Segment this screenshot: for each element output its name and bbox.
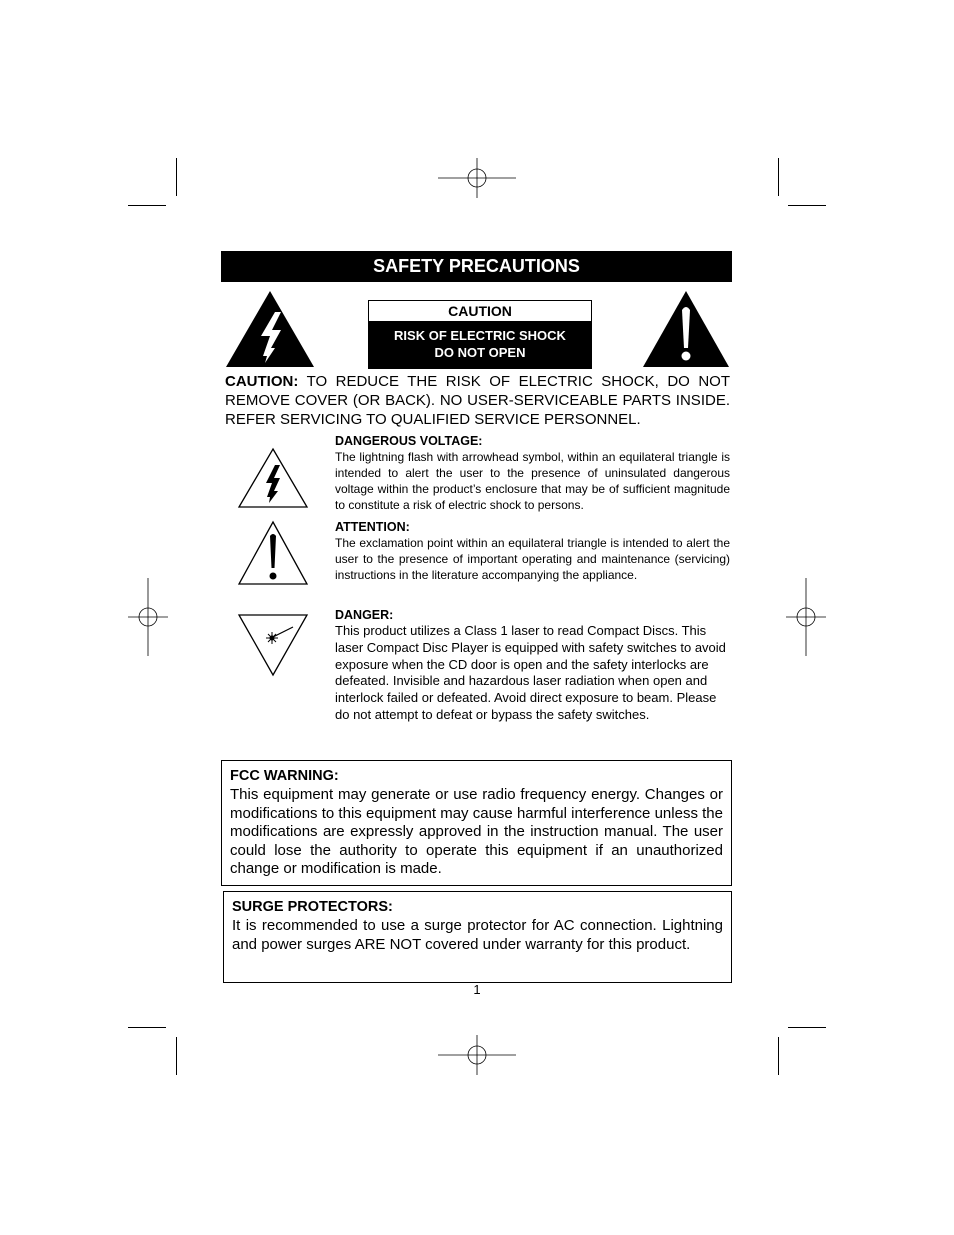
danger-text: This product utilizes a Class 1 laser to read Compact Discs. This laser Compact Disc Player is equipped with safety switches to avoid exposure when the CD door is open and the safety interlocks are defeated. Invisible and hazardous laser radiation when open and interlock failed or defeated. Avoid direct exposure to beam. Please do not attempt to defeat or bypass the safety switches. [335, 623, 726, 722]
crop-mark [176, 1037, 177, 1075]
fcc-warning-text: This equipment may generate or use radio frequency energy. Changes or modifications to this equipment may cause harmful interference unless the modifications are expressly approved in the instruction manual. The user could lose the authority to operate this equipment if an unauthorized change or modification is made. [230, 786, 723, 878]
dangerous-voltage-text: The lightning flash with arrowhead symbol, within an equilateral triangle is intended to alert the user to the presence of uninsulated dangerous voltage within the product’s enclosure that may be of sufficient magnitude to constitute a risk of electric shock to persons. [335, 450, 730, 512]
registration-mark-icon [786, 578, 826, 656]
crop-mark [128, 1027, 166, 1028]
crop-mark [128, 205, 166, 206]
surge-protectors-text: It is recommended to use a surge protector for AC connection. Lightning and power surges ARE NOT covered under warranty for this product. [232, 917, 723, 953]
registration-mark-icon [438, 1035, 516, 1075]
page-number: 1 [473, 982, 481, 997]
exclamation-triangle-icon [642, 290, 730, 368]
registration-mark-icon [438, 158, 516, 198]
caution-label-body [369, 321, 591, 368]
caution-label-line2: DO NOT OPEN [434, 345, 526, 360]
fcc-warning-box [221, 760, 732, 886]
attention-text: The exclamation point within an equilateral triangle is intended to alert the user to the presence of important operating and maintenance (servicing) instructions in the literature accompanying the appliance. [335, 536, 730, 582]
laser-triangle-icon [237, 613, 309, 677]
caution-text [225, 372, 730, 429]
attention-heading: ATTENTION: [335, 520, 410, 534]
lightning-triangle-icon [225, 290, 315, 368]
fcc-warning-heading: FCC WARNING: [230, 768, 339, 784]
crop-mark [176, 158, 177, 196]
caution-label [368, 300, 592, 369]
caution-lead: CAUTION: [225, 373, 299, 390]
page-title: SAFETY PRECAUTIONS [221, 251, 732, 282]
exclamation-triangle-icon [237, 520, 309, 586]
crop-mark [778, 1037, 779, 1075]
crop-mark [778, 158, 779, 196]
surge-protectors-box [223, 891, 732, 983]
caution-label-head: CAUTION [448, 303, 512, 319]
lightning-triangle-icon [237, 447, 309, 509]
danger-section [335, 607, 727, 724]
dangerous-voltage-section [335, 433, 730, 513]
caution-body: TO REDUCE THE RISK OF ELECTRIC SHOCK, DO NOT REMOVE COVER (OR BACK). NO USER-SERVICEABLE PARTS INSIDE. REFER SERVICING TO QUALIFIED SERVICE PERSONNEL. [225, 373, 730, 428]
danger-heading: DANGER: [335, 608, 394, 622]
crop-mark [788, 205, 826, 206]
attention-section [335, 519, 730, 583]
crop-mark [788, 1027, 826, 1028]
caution-label-line1: RISK OF ELECTRIC SHOCK [394, 328, 566, 343]
dangerous-voltage-heading: DANGEROUS VOLTAGE: [335, 434, 483, 448]
registration-mark-icon [128, 578, 168, 656]
surge-protectors-heading: SURGE PROTECTORS: [232, 899, 393, 915]
